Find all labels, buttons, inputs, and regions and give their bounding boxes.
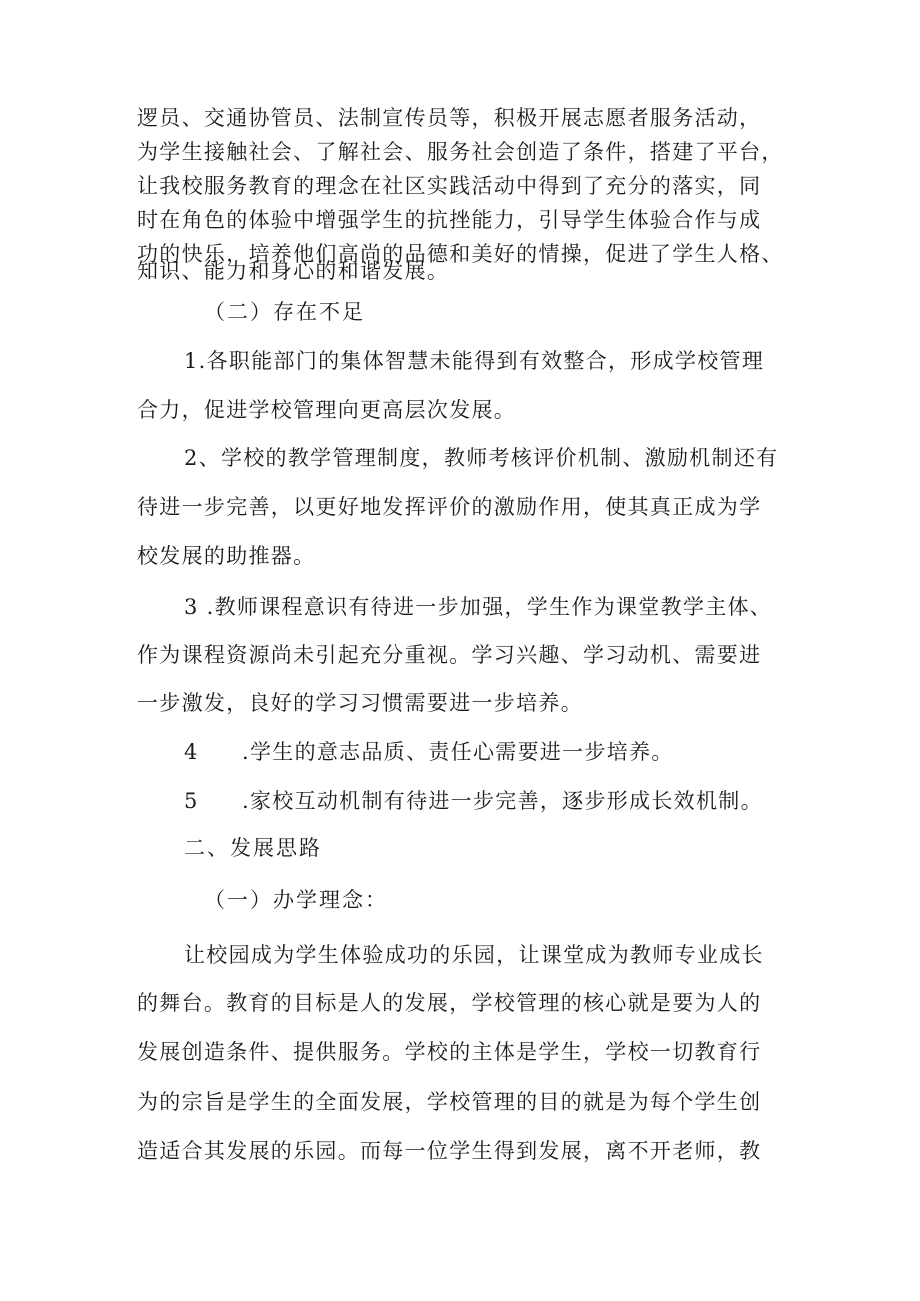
list-item-number: 4	[184, 740, 199, 764]
paragraph-line: 逻员、交通协管员、法制宣传员等，积极开展志愿者服务活动，	[137, 106, 762, 130]
section-heading: （二）存在不足	[204, 300, 365, 324]
section-heading: 二、发展思路	[184, 836, 322, 860]
paragraph-line: 时在角色的体验中增强学生的抗挫能力，引导学生体验合作与成	[137, 208, 762, 232]
paragraph-line: 功的快乐，培养他们高尚的品德和美好的情操，促进了学生人格、	[137, 242, 784, 266]
list-item-line: 待进一步完善，以更好地发挥评价的激励作用，使其真正成为学	[137, 495, 762, 519]
list-item-line: 合力，促进学校管理向更高层次发展。	[137, 398, 517, 422]
list-item-line: 1.各职能部门的集体智慧未能得到有效整合，形成学校管理	[184, 349, 765, 373]
paragraph-line: 的舞台。教育的目标是人的发展，学校管理的核心就是要为人的	[137, 991, 762, 1015]
list-item-number: 5	[184, 789, 199, 813]
list-item-line: 3 .教师课程意识有待进一步加强，学生作为课堂教学主体、	[184, 595, 773, 619]
paragraph-line: 让我校服务教育的理念在社区实践活动中得到了充分的落实，同	[137, 174, 762, 198]
paragraph-line: 为学生接触社会、了解社会、服务社会创造了条件，搭建了平台，	[137, 140, 784, 164]
paragraph-line: 造适合其发展的乐园。而每一位学生得到发展，离不开老师，教	[137, 1139, 762, 1163]
list-item-line: 2、学校的教学管理制度，教师考核评价机制、激励机制还有	[184, 446, 779, 470]
paragraph-line: 让校园成为学生体验成功的乐园，让课堂成为教师专业成长	[184, 943, 764, 967]
list-item-line: 作为课程资源尚未引起充分重视。学习兴趣、学习动机、需要进	[137, 643, 762, 667]
paragraph-line: 发展创造条件、提供服务。学校的主体是学生，学校一切教育行	[137, 1040, 762, 1064]
paragraph-line: 知识、能力和身心的和谐发展。	[137, 259, 450, 283]
list-item-line: .学生的意志品质、责任心需要进一步培养。	[242, 740, 674, 764]
list-item-line: 一步激发，良好的学习习惯需要进一步培养。	[137, 691, 583, 715]
list-item-line: 校发展的助推器。	[137, 544, 316, 568]
paragraph-line: 为的宗旨是学生的全面发展，学校管理的目的就是为每个学生创	[137, 1090, 762, 1114]
list-item-line: .家校互动机制有待进一步完善，逐步形成长效机制。	[242, 789, 763, 813]
subsection-heading: （一）办学理念：	[204, 888, 388, 912]
